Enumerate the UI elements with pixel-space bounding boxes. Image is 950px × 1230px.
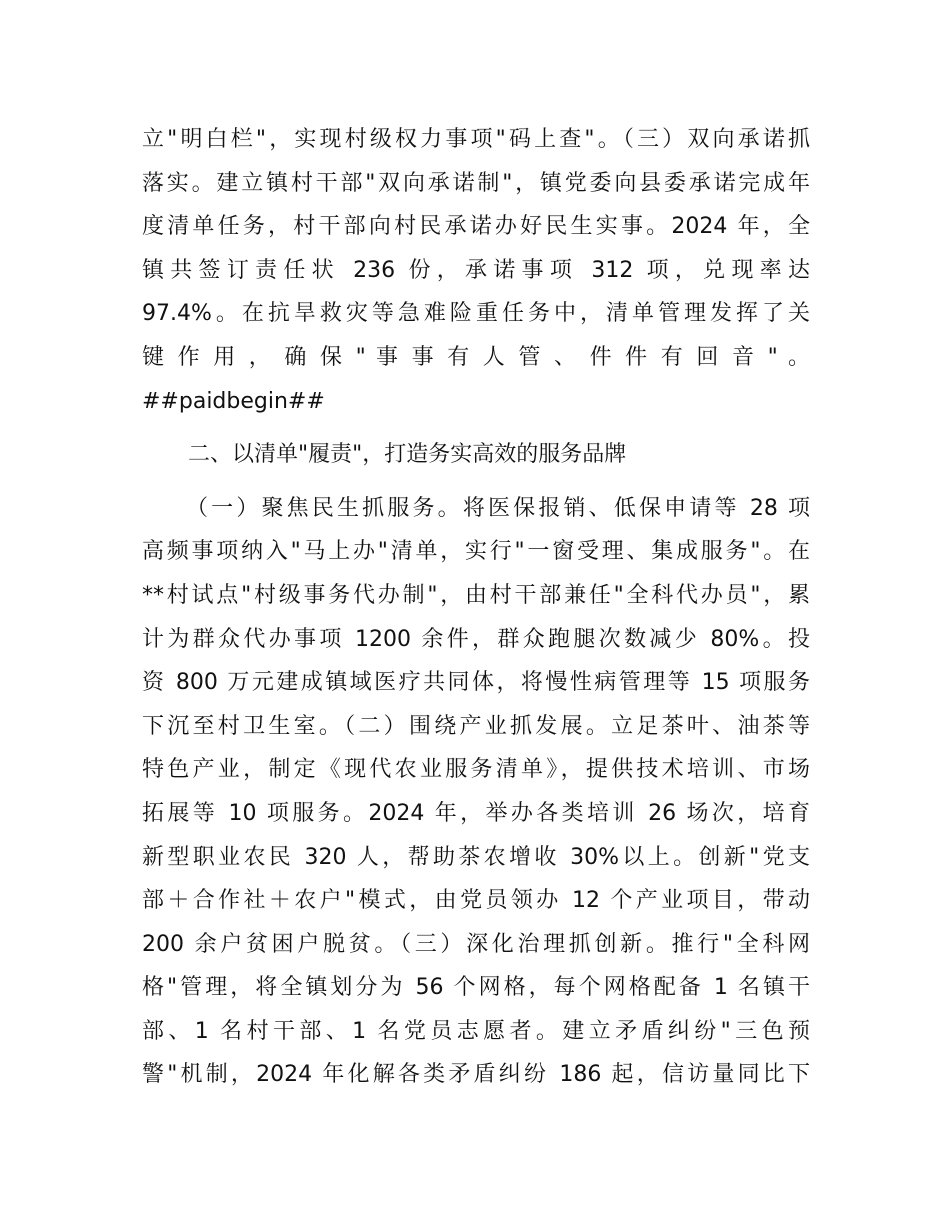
text-line: 97.4%。在抗旱救灾等急难险重任务中，清单管理发挥了关 <box>142 301 810 327</box>
text-line: 拓展等 10 项服务。2024 年，举办各类培训 26 场次，培育 <box>142 800 810 826</box>
text-line: （一）聚焦民生抓服务。将医保报销、低保申请等 28 项 <box>186 495 810 521</box>
text-line: 立"明白栏"，实现村级权力事项"码上查"。（三）双向承诺抓 <box>142 127 810 152</box>
text-line: 部＋合作社＋农户"模式，由党员领办 12 个产业项目，带动 <box>142 888 810 914</box>
text-line: 部、1 名村干部、1 名党员志愿者。建立矛盾纠纷"三色预 <box>142 1018 810 1044</box>
text-line: 资 800 万元建成镇域医疗共同体，将慢性病管理等 15 项服务 <box>142 670 810 696</box>
text-line: 高频事项纳入"马上办"清单，实行"一窗受理、集成服务"。在 <box>142 539 810 565</box>
text-line: 特色产业，制定《现代农业服务清单》，提供技术培训、市场 <box>142 757 810 783</box>
text-line: 计为群众代办事项 1200 余件，群众跑腿次数减少 80%。投 <box>142 626 810 652</box>
text-line: 格"管理，将全镇划分为 56 个网格，每个网格配备 1 名镇干 <box>142 975 810 1001</box>
text-line: 镇共签订责任状 236 份，承诺事项 312 项，兑现率达 <box>142 257 810 283</box>
text-line: 落实。建立镇村干部"双向承诺制"，镇党委向县委承诺完成年 <box>142 170 810 196</box>
text-line: 新型职业农民 320 人，帮助茶农增收 30%以上。创新"党支 <box>142 844 810 870</box>
document-body <box>142 118 810 1097</box>
text-line: 警"机制，2024 年化解各类矛盾纠纷 186 起，信访量同比下 <box>142 1062 810 1088</box>
text-line: 度清单任务，村干部向村民承诺办好民生实事。2024 年，全 <box>142 214 810 240</box>
paid-marker-line: ##paidbegin## <box>142 388 325 414</box>
text-line: 下沉至村卫生室。（二）围绕产业抓发展。立足茶叶、油茶等 <box>142 713 810 739</box>
text-line: **村试点"村级事务代办制"，由村干部兼任"全科代办员"，累 <box>142 582 810 608</box>
text-line: 200 余户贫困户脱贫。（三）深化治理抓创新。推行"全科网 <box>142 931 810 957</box>
section-heading: 二、以清单"履责"，打造务实高效的服务品牌 <box>188 442 627 468</box>
text-line: 键 作 用 ， 确 保 " 事 事 有 人 管 、 件 件 有 回 音 " 。 <box>142 344 810 370</box>
